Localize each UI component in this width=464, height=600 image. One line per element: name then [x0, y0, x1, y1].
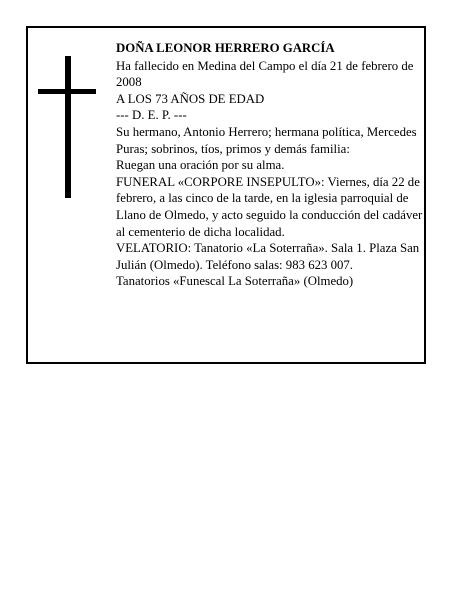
- wake-details: VELATORIO: Tanatorio «La Soterraña». Sala 1. Plaza San Julián (Olmedo). Teléfono salas: 983 623 007.: [116, 241, 420, 272]
- funeral-details: FUNERAL «CORPORE INSEPULTO»: Viernes, día 22 de febrero, a las cinco de la tarde, en la iglesia parroquial de Llano de Olmedo, y acto seguido la conducción del cadáver al cementerio de dicha localidad.: [116, 174, 423, 239]
- funeral-home: Tanatorios «Funescal La Soterraña» (Olmedo): [116, 274, 354, 289]
- cross-horizontal-bar: [38, 89, 96, 94]
- prayer-line: Ruegan una oración por su alma.: [116, 158, 285, 173]
- death-notice: Ha fallecido en Medina del Campo el día 21 de febrero de 2008: [116, 58, 414, 90]
- cross-icon: [38, 56, 96, 198]
- deceased-name: DOÑA LEONOR HERRERO GARCÍA: [116, 41, 335, 55]
- family-line: Su hermano, Antonio Herrero; hermana política, Mercedes Puras; sobrinos, tíos, primos y demás familia:: [116, 124, 417, 156]
- obituary-notice: [26, 26, 426, 364]
- rip-line: --- D. E. P. ---: [116, 108, 187, 123]
- obituary-text: [116, 40, 426, 290]
- age-line: A LOS 73 AÑOS DE EDAD: [116, 91, 265, 106]
- cross-vertical-bar: [65, 56, 71, 198]
